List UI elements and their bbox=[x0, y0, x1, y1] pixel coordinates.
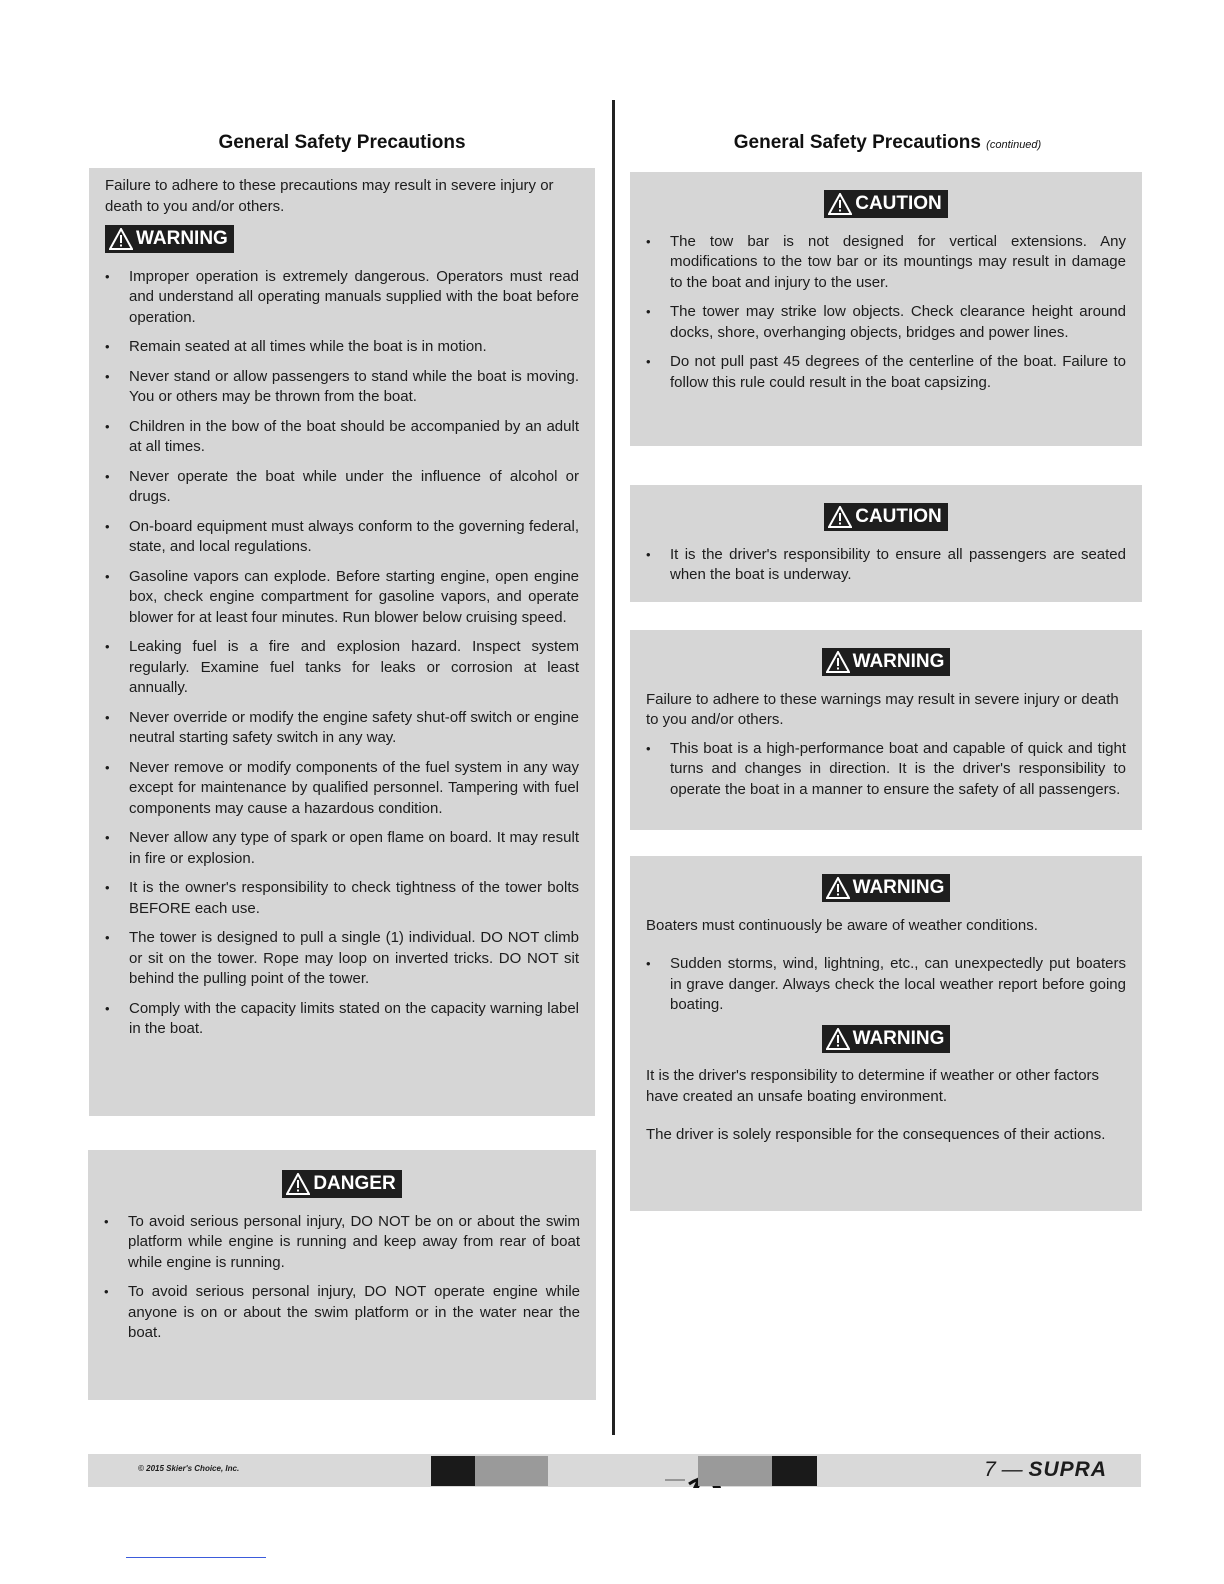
list-item: • Comply with the capacity limits stated on the capacity warning label in the boat. bbox=[105, 999, 579, 1040]
footer-dark-square-left bbox=[431, 1456, 475, 1486]
copyright-text: © 2015 Skier's Choice, Inc. bbox=[138, 1464, 240, 1473]
list-item: • Improper operation is extremely dangerous. Operators must read and understand all operating manuals supplied with the boat before operation. bbox=[105, 267, 579, 329]
caution-list-1 bbox=[646, 232, 1126, 394]
list-item: • Never allow any type of spark or open flame on board. It may result in fire or explosion. bbox=[105, 828, 579, 869]
warning-triangle-icon bbox=[828, 506, 852, 528]
warning-triangle-icon bbox=[109, 228, 133, 250]
warning-triangle-icon bbox=[826, 877, 850, 899]
caution-badge-label: CAUTION bbox=[855, 193, 942, 214]
continued-label: (continued) bbox=[986, 139, 1042, 151]
brand-logo-text: SUPRA bbox=[1028, 1458, 1107, 1481]
warning-badge-label: WARNING bbox=[852, 1027, 945, 1049]
caution-box-2 bbox=[630, 485, 1142, 602]
page-footer bbox=[88, 1454, 1141, 1487]
warning-badge-label: WARNING bbox=[852, 651, 945, 672]
list-item: • Never stand or allow passengers to stand while the boat is moving. You or others may be thrown from the boat. bbox=[105, 367, 579, 408]
list-item: • The tow bar is not designed for vertical extensions. Any modifications to the tow bar or its mountings may result in damage to the boat and injury to the user. bbox=[646, 232, 1126, 294]
warning-triangle-icon bbox=[286, 1173, 310, 1195]
warning-list-2 bbox=[646, 954, 1126, 1016]
warning-badge bbox=[822, 874, 951, 902]
list-item: • Never remove or modify components of the fuel system in any way except for maintenance by qualified personnel. Tampering with fuel components may cause a hazardous condition. bbox=[105, 758, 579, 820]
warning-intro: Failure to adhere to these warnings may result in severe injury or death to you and/or others. bbox=[646, 690, 1119, 728]
warning-triangle-icon bbox=[828, 193, 852, 215]
warning-badge-2 bbox=[822, 1025, 951, 1053]
column-divider bbox=[612, 100, 615, 1435]
footer-mid-square-left bbox=[475, 1456, 548, 1486]
weather-intro: Boaters must continuously be aware of weather conditions. bbox=[646, 916, 1038, 934]
danger-list bbox=[104, 1212, 580, 1344]
warning-badge-wrap-2 bbox=[646, 1025, 1126, 1057]
page-number-text: 7 — bbox=[984, 1458, 1029, 1481]
footer-dark-square-right bbox=[772, 1456, 817, 1486]
warning-list-1 bbox=[646, 739, 1126, 801]
general-warning-box bbox=[89, 168, 595, 1116]
warning-box-2 bbox=[630, 856, 1142, 1211]
list-item: • Remain seated at all times while the boat is in motion. bbox=[105, 337, 579, 358]
caution-badge-label: CAUTION bbox=[855, 506, 942, 527]
list-item: • Gasoline vapors can explode. Before starting engine, open engine box, check engine compartment for gasoline vapors, and operate blower for at least four minutes. Run blower below cruising speed. bbox=[105, 567, 579, 629]
left-column-title: General Safety Precautions bbox=[218, 132, 466, 153]
warning-badge bbox=[105, 225, 234, 253]
list-item: • The tower is designed to pull a single (1) individual. DO NOT climb or sit on the tower. Rope may loop on inverted tricks. DO NOT sit behind the pulling point of the tower. bbox=[105, 928, 579, 990]
right-title-text: General Safety Precautions bbox=[733, 132, 981, 153]
right-column-title bbox=[630, 132, 1145, 154]
list-item: • To avoid serious personal injury, DO NOT be on or about the swim platform while engine is running and keep away from rear of boat while engine is running. bbox=[104, 1212, 580, 1274]
danger-badge-wrap bbox=[104, 1170, 580, 1202]
list-item: • It is the driver's responsibility to ensure all passengers are seated when the boat is underway. bbox=[646, 545, 1126, 586]
list-item: • Never override or modify the engine safety shut-off switch or engine neutral starting safety switch in any way. bbox=[105, 708, 579, 749]
list-item: • Do not pull past 45 degrees of the centerline of the boat. Failure to follow this rule could result in the boat capsizing. bbox=[646, 352, 1126, 393]
page-number bbox=[984, 1458, 1107, 1482]
driver-responsibility-text: It is the driver's responsibility to determine if weather or other factors have created an unsafe boating environment. bbox=[646, 1067, 1100, 1105]
caution-badge bbox=[824, 190, 948, 218]
caution-box-1 bbox=[630, 172, 1142, 446]
warning-badge bbox=[822, 648, 951, 676]
list-item: • On-board equipment must always conform to the governing federal, state, and local regulations. bbox=[105, 517, 579, 558]
caution-list-2 bbox=[646, 545, 1126, 586]
list-item: • Children in the bow of the boat should be accompanied by an adult at all times. bbox=[105, 417, 579, 458]
list-item: • This boat is a high-performance boat and capable of quick and tight turns and changes in direction. It is the driver's responsibility to operate the boat in a manner to ensure the safety of all passengers. bbox=[646, 739, 1126, 801]
caution-badge bbox=[824, 503, 948, 531]
caution-badge-wrap bbox=[646, 503, 1126, 535]
warning-box-1 bbox=[630, 630, 1142, 830]
warning-badge-label: WARNING bbox=[136, 228, 228, 249]
list-item: • The tower may strike low objects. Check clearance height around docks, shore, overhanging objects, bridges and power lines. bbox=[646, 302, 1126, 343]
footer-mid-square-right bbox=[698, 1456, 772, 1486]
list-item: • To avoid serious personal injury, DO NOT operate engine while anyone is on or about the swim platform or in the water near the boat. bbox=[104, 1282, 580, 1344]
list-item: • Never operate the boat while under the influence of alcohol or drugs. bbox=[105, 467, 579, 508]
list-item: • It is the owner's responsibility to check tightness of the tower bolts BEFORE each use. bbox=[105, 878, 579, 919]
warning-badge-wrap bbox=[646, 648, 1126, 680]
warning-badge-label: WARNING bbox=[852, 877, 945, 898]
list-item: • Sudden storms, wind, lightning, etc., can unexpectedly put boaters in grave danger. Always check the local weather report before going boating. bbox=[646, 954, 1126, 1016]
danger-badge bbox=[282, 1170, 401, 1198]
warning-badge-wrap bbox=[105, 225, 579, 257]
list-item: • Leaking fuel is a fire and explosion hazard. Inspect system regularly. Examine fuel tanks for leaks or corrosion at least annually. bbox=[105, 637, 579, 699]
danger-badge-label: DANGER bbox=[313, 1173, 396, 1194]
general-warning-list bbox=[105, 267, 579, 1040]
warning-triangle-icon bbox=[826, 1028, 850, 1050]
link-underline bbox=[126, 1557, 266, 1558]
general-intro: Failure to adhere to these precautions may result in severe injury or death to you and/or others. bbox=[105, 177, 554, 215]
driver-consequences-text: The driver is solely responsible for the consequences of their actions. bbox=[646, 1126, 1106, 1143]
warning-triangle-icon bbox=[826, 651, 850, 673]
warning-badge-wrap bbox=[646, 874, 1126, 906]
danger-box bbox=[88, 1150, 596, 1400]
caution-badge-wrap bbox=[646, 190, 1126, 222]
